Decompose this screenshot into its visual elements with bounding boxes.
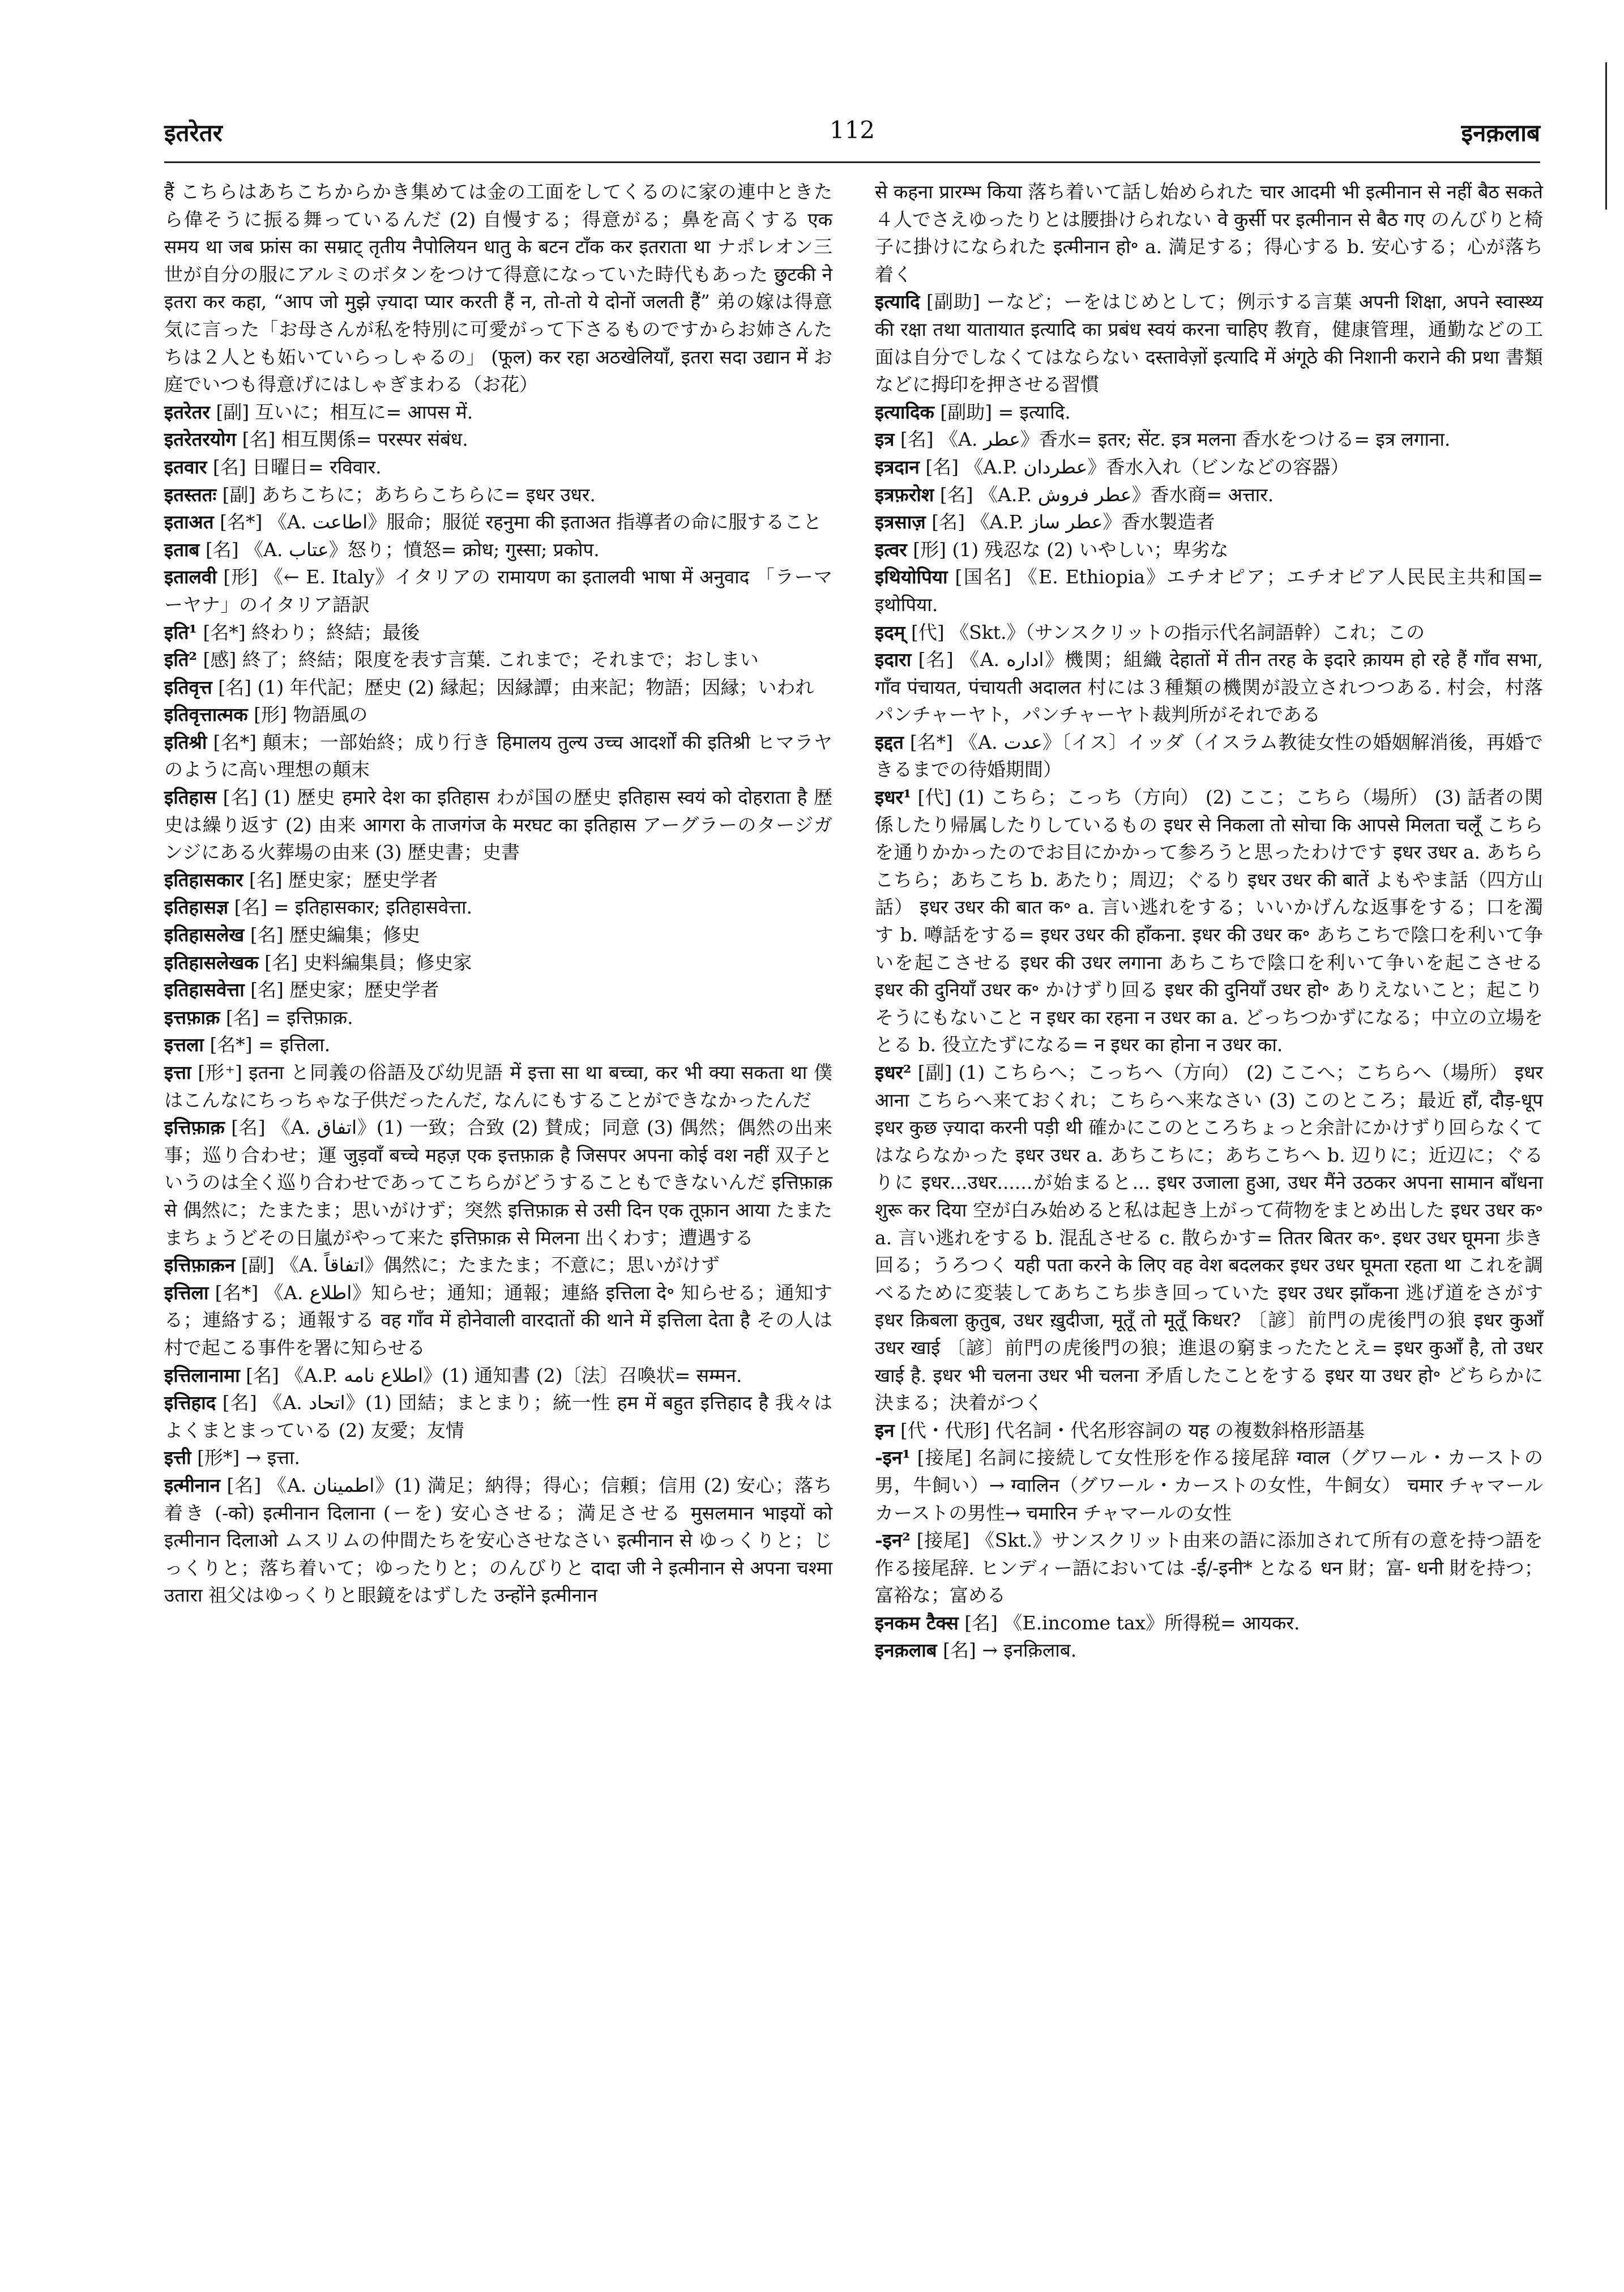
entry-definition: [形⁺] इतना と同義の俗語及び幼児語 में इत्ता सा था बच्चा, कर भी क्या सकता था 僕はこんなにちっちゃな子供だったんだ, なんにもすることができなかったんだ (164, 1061, 832, 1111)
entry-headword: इत्यादि (875, 291, 920, 313)
entry-headword: -इन² (875, 1529, 911, 1552)
dictionary-entry (875, 1417, 1543, 1445)
entry-definition: [名] 歴史家；歴史学者 (249, 868, 438, 891)
dictionary-entry (164, 1389, 832, 1444)
entry-definition: [感] 終了；終結；限度を表す言葉. これまで；それまで；おしまい (203, 648, 759, 671)
entry-headword: इदारा (875, 648, 912, 671)
entry-definition: [接尾] 名詞に接続して女性形を作る接尾辞 ग्वाल（グワール・カーストの男，牛飼い）→ ग्वालिन（グワール・カーストの女性，牛飼女） चमार チャマールカーストの男性→ चमारिन チャマールの女性 (875, 1446, 1543, 1524)
dictionary-entry (164, 894, 832, 921)
entry-headword: इतालवी (164, 566, 217, 588)
entry-definition: [代] (1) こちら；こっち（方向） (2) ここ；こちら（場所） (3) 話者の関係したり帰属したりしているもの इधर से निकला तो सोचा कि आपसे मिलता चलूँ こちらを通りかかったのでお目にかかって参ろうと思ったわけです इधर उधर a. あちらこちら；あちこち b. あたり；周辺；ぐるり इधर उधर की बातें よもやま話（四方山話） इधर उधर की बात क॰ a. 言い逃れをする；いいかげんな返事をする；口を濁す b. 噂話をする= इधर उधर की हाँकना. इधर की उधर क॰ あちこちで陰口を利いて争いを起こさせる इधर की उधर लगाना あちこちで陰口を利いて争いを起こさせる इधर की दुनियाँ उधर क॰ かけずり回る इधर की दुनियाँ उधर हो॰ ありえないこと；起こりそうにもないこと न इधर का रहना न उधर का a. どっちつかずになる；中立の立場をとる b. 役立たずになる= न इधर का होना न उधर का. (875, 786, 1543, 1056)
entry-headword: इतवार (164, 455, 207, 478)
entry-definition: [名] 《A. اداره》機関；組織 देहातों में तीन तरह के इदारे क़ायम हो रहे हैं गाँव सभा, गाँव पंचायत, पंचायती अदालत 村には３種類の機関が設立されつつある. 村会，村落パンチャーヤト，パンチャーヤト裁判所がそれである (875, 648, 1543, 726)
entry-definition: [形*] → इत्ता. (197, 1446, 300, 1469)
dictionary-entry (164, 454, 832, 481)
dictionary-entry (164, 1472, 832, 1610)
entry-definition: [名] → इनक़िलाब. (943, 1639, 1077, 1662)
entry-headword: इदम् (875, 621, 905, 643)
dictionary-entry (164, 674, 832, 702)
dictionary-entry (164, 178, 832, 399)
entry-definition: [名] = इतिहासकार; इतिहासवेत्ता. (234, 896, 473, 919)
entry-headword: इतिश्री (164, 731, 207, 753)
entry-headword: -इन¹ (875, 1446, 911, 1469)
entry-definition: [名] 《A. عتاب》怒り；憤怒= क्रोध; गुस्सा; प्रकोप. (205, 538, 600, 561)
entry-headword: इतिहासज्ञ (164, 896, 229, 919)
header-left-guideword: इतरेतर (164, 119, 223, 147)
entry-definition: [形] 《← E. Italy》イタリアの रामायण का इतालवी भाषा में अनुवाद 「ラーマーヤナ」のイタリア語訳 (164, 566, 832, 616)
dictionary-entry (875, 509, 1543, 536)
entry-headword: इतरेतरयोग (164, 428, 237, 451)
dictionary-entry (875, 1637, 1543, 1664)
entry-definition: हैं こちらはあちこちからかき集めては金の工面をしてくるのに家の連中ときたら偉そうに振る舞っているんだ (2) 自慢する；得意がる；鼻を高くする एक समय था जब फ्रांस का सम्राट् तृतीय नैपोलियन धातु के बटन टाँक कर इतराता था ナポレオン三世が自分の服にアルミのボタンをつけて得意になっていた時代もあった छुटकी ने इतरा कर कहा, “आप जो मुझे ज़्यादा प्यार करती हैं न, तो-तो ये दोनों जलती हैं” 弟の嫁は得意気に言った「お母さんが私を特別に可愛がって下さるものですからお姉さんたちは２人とも妬いていらっしゃるの」 (फूल) कर रहा अठखेलियाँ, इतरा सदा उद्यान में お庭でいつも得意げにはしゃぎまわる（お花） (164, 181, 832, 396)
dictionary-entry (875, 564, 1543, 618)
entry-headword: इतिहासलेख (164, 924, 245, 946)
entry-headword: इत्तला (164, 1034, 204, 1056)
header-rule (164, 161, 1540, 163)
entry-definition: [副助] = इत्यादि. (940, 400, 1071, 423)
entry-definition: [副助] ーなど；ーをはじめとして；例示する言葉 अपनी शिक्षा, अपने स्वास्थ्य की रक्षा तथा यातायात इत्यादि का प्रबंध स्वयं करना चाहिए 教育，健康管理，通勤などの工面は自分でしなくてはならない दस्तावेज़ों इत्यादि में अंगूठे की निशानी कराने की प्रथा 書類などに拇印を押させる習慣 (875, 291, 1543, 396)
entry-definition: [名] 相互関係= परस्पर संबंध. (242, 428, 468, 451)
entry-headword: इन (875, 1419, 895, 1441)
entry-headword: इत्तिफ़ाक़न (164, 1254, 236, 1277)
dictionary-entry (164, 564, 832, 618)
entry-headword: इधर² (875, 1061, 912, 1083)
entry-headword: इत्तिला (164, 1281, 209, 1304)
entry-headword: इतरेतर (164, 400, 210, 423)
entry-definition: [代] 《Skt.》（サンスクリットの指示代名詞語幹）これ；この (911, 621, 1425, 643)
dictionary-entry (875, 178, 1543, 288)
entry-headword: इतिवृत्तात्मक (164, 703, 248, 726)
dictionary-entry (164, 867, 832, 894)
entry-headword: इत्तिहाद (164, 1392, 216, 1414)
entry-definition: [名] 史料編集員；修史家 (264, 951, 472, 974)
entry-headword: इनकम टैक्स (875, 1611, 959, 1634)
entry-headword: इति¹ (164, 621, 198, 643)
entry-definition: [名] 《A. اتحاد》(1) 団結；まとまり；統一性 हम में बहुत इत्तिहाद है 我々はよくまとまっている (2) 友愛；友情 (164, 1392, 832, 1441)
dictionary-entry (164, 1059, 832, 1114)
entry-definition: [名] (1) 歴史 हमारे देश का इतिहास わが国の歴史 इतिहास स्वयं को दोहराता है 歴史は繰り返す (2) 由来 आगरा के ताजगंज के मरघट का इतिहास アーグラーのタージガンジにある火葬場の由来 (3) 歴史書；史書 (164, 786, 833, 864)
entry-headword: इतिहासलेखक (164, 951, 259, 974)
dictionary-entry (875, 1444, 1543, 1527)
dictionary-entry (164, 1031, 832, 1059)
dictionary-entry (875, 288, 1543, 398)
entry-definition: [名] 《A.P. اطلاع نامه》(1) 通知書 (2)〔法〕召喚状= सम्मन. (246, 1364, 742, 1386)
entry-definition: [名*] 顛末；一部始終；成り行き हिमालय तुल्य उच्च आदर्शों की इतिश्री ヒマラヤのように高い理想の顛末 (164, 731, 832, 781)
entry-headword: इति² (164, 648, 198, 671)
entry-definition: [名*] 《A. عدت》〔イス〕イッダ（イスラム教徒女性の婚姻解消後，再婚できるまでの待婚期間） (875, 731, 1543, 781)
entry-definition: [名] 《A.P. عطردان》香水入れ（ビンなどの容器） (925, 455, 1349, 478)
entry-headword: इतिहासवेत्ता (164, 979, 245, 1001)
entry-headword: इत्रदान (875, 455, 920, 478)
entry-definition: [副] 《A. اتفاقاً》偶然に；たまたま；不意に；思いがけず (241, 1254, 720, 1277)
dictionary-entry (875, 1059, 1543, 1417)
entry-headword: इनक़लाब (875, 1639, 937, 1662)
dictionary-entry (164, 619, 832, 647)
entry-definition: [名] 《A.P. عطر ساز》香水製造者 (931, 511, 1215, 533)
left-column (164, 178, 832, 1610)
entry-definition: [副] 互いに；相互に= आपस में. (216, 400, 473, 423)
dictionary-entry (164, 1114, 832, 1252)
entry-headword: इत्यादिक (875, 400, 934, 423)
dictionary-entry (164, 1252, 832, 1279)
dictionary-entry (164, 399, 832, 426)
entry-headword: इत्ती (164, 1446, 191, 1469)
dictionary-entry (875, 426, 1543, 454)
entry-definition: [名*] 終わり；終結；最後 (203, 621, 420, 643)
entry-definition: [代・代形] 代名詞・代名形容詞の यह の複数斜格形語基 (900, 1419, 1365, 1441)
page-header (164, 116, 1540, 150)
entry-definition: से कहना प्रारम्भ किया 落ち着いて話し始められた चार आदमी भी इत्मीनान से नहीं बैठ सकते ４人でさえゆったりとは腰掛けられない वे कुर्सी पर इत्मीनान से बैठ गए のんびりと椅子に掛けになられた इत्मीनान हो॰ a. 満足する；得心する b. 安心する；心が落ち着く (875, 181, 1543, 285)
entry-definition: [名*] = इत्तिला. (210, 1034, 331, 1056)
dictionary-entry (875, 619, 1543, 647)
dictionary-entry (875, 454, 1543, 481)
entry-headword: इताअत (164, 511, 214, 533)
entry-definition: [名] 《A. اتفاق》(1) 一致；合致 (2) 賛成；同意 (3) 偶然；偶然の出来事；巡り合わせ；運 जुड़वाँ बच्चे महज़ एक इत्तफ़ाक़ है जिसपर अपना कोई वश नहीं 双子というのは全く巡り合わせであってこちらがどうすることもできないんだ इत्तिफ़ाक़ से 偶然に；たまたま；思いがけず；突然 इत्तिफ़ाक़ से उसी दिन एक तूफ़ान आया たまたまちょうどその日嵐がやって来た इत्तिफ़ाक़ से मिलना 出くわす；遭遇する (164, 1116, 832, 1249)
entry-definition: [名] 日曜日= रविवार. (212, 455, 382, 478)
entry-headword: इत्तिफ़ाक़ (164, 1116, 225, 1139)
dictionary-entry (875, 784, 1543, 1059)
entry-headword: इत्रफ़रोश (875, 483, 934, 506)
dictionary-entry (164, 536, 832, 564)
entry-definition: [名] 《E.income tax》所得税= आयकर. (964, 1611, 1300, 1634)
dictionary-entry (164, 784, 832, 867)
dictionary-entry (164, 646, 832, 674)
entry-headword: इथियोपिया (875, 566, 948, 588)
entry-definition: [名*] 《A. اطلاع》知らせ；通知；通報；連絡 इत्तिला दे॰ 知らせる；通知する；連絡する；通報する वह गाँव में होनेवाली वारदातों की थाने में इत्तिला देता है その人は村で起こる事件を署に知らせる (164, 1281, 832, 1359)
dictionary-entry (875, 399, 1543, 426)
dictionary-entry (164, 921, 832, 949)
entry-definition: [名] = इत्तिफ़ाक़. (225, 1006, 353, 1028)
entry-headword: इत्वर (875, 538, 907, 561)
dictionary-entry (164, 1279, 832, 1362)
entry-definition: [名] 歴史編集；修史 (250, 924, 421, 946)
page-number: 112 (829, 116, 875, 144)
entry-headword: इतस्ततः (164, 483, 217, 506)
dictionary-entry (164, 976, 832, 1004)
dictionary-entry (164, 1444, 832, 1472)
dictionary-entry (875, 646, 1543, 729)
entry-definition: [名] 《A.P. عطر فروش》香水商= अत्तार. (939, 483, 1274, 506)
dictionary-entry (875, 481, 1543, 509)
entry-headword: इत्ता (164, 1061, 191, 1083)
entry-headword: इत्तफ़ाक़ (164, 1006, 220, 1028)
header-right-guideword: इनक़लाब (1461, 119, 1540, 147)
dictionary-entry (164, 426, 832, 454)
dictionary-entry (875, 1527, 1543, 1610)
entry-headword: इतिहासकार (164, 868, 243, 891)
right-column (875, 178, 1543, 1664)
entry-definition: [名*] 《A. اطاعت》服命；服従 रहनुमा की इताअत 指導者の命に服すること (220, 511, 822, 533)
dictionary-entry (164, 701, 832, 729)
entry-definition: [形] (1) 残忍な (2) いやしい；卑劣な (913, 538, 1229, 561)
dictionary-entry (875, 536, 1543, 564)
entry-definition: [接尾] 《Skt.》サンスクリット由来の語に添加されて所有の意を持つ語を作る接尾辞. ヒンディー語においては -ई/-इनी* となる धन 財；富- धनी 財を持つ；富裕な；富める (875, 1529, 1543, 1607)
entry-definition: [名] 《A. عطر》香水= इतर; सेंट. इत्र मलना 香水をつける= इत्र लगाना. (900, 428, 1451, 451)
dictionary-entry (164, 1004, 832, 1032)
dictionary-entry (164, 1362, 832, 1390)
dictionary-entry (875, 1610, 1543, 1637)
entry-headword: इतिवृत्त (164, 676, 212, 698)
page-edge-mark (1605, 62, 1624, 210)
entry-definition: [形] 物語風の (254, 703, 368, 726)
entry-headword: इद्दत (875, 731, 904, 753)
entry-definition: [名] 歴史家；歴史学者 (250, 979, 439, 1001)
dictionary-entry (164, 949, 832, 977)
entry-definition: [副] あちこちに；あちらこちらに= इधर उधर. (222, 483, 596, 506)
entry-definition: [名] (1) 年代記；歴史 (2) 縁起；因縁譚；由来記；物語；因縁；いわれ (218, 676, 814, 698)
dictionary-entry (164, 481, 832, 509)
entry-headword: इतिहास (164, 786, 216, 809)
entry-headword: इत्रसाज़ (875, 511, 926, 533)
dictionary-entry (164, 729, 832, 784)
dictionary-entry (164, 509, 832, 536)
entry-definition: [国名] 《E. Ethiopia》エチオピア；エチオピア人民民主共和国= इथोपिया. (875, 566, 1543, 616)
entry-headword: इत्मीनान (164, 1474, 220, 1496)
entry-headword: इताब (164, 538, 200, 561)
entry-headword: इधर¹ (875, 786, 912, 809)
entry-headword: इत्र (875, 428, 895, 451)
entry-definition: [副] (1) こちらへ；こっちへ（方向） (2) ここへ；こちらへ（場所） इधर आना こちらへ来ておくれ；こちらへ来なさい (3) このところ；最近 हाँ, दौड़-धूप इधर कुछ ज़्यादा करनी पड़ी थी 確かにこのところちょっと余計にかけずり回らなくてはならなかった इधर उधर a. あちこちに；あちこちへ b. 辺りに；近辺に；ぐるりに इधर...उधर......が始まると... इधर उजाला हुआ, उधर मैंने उठकर अपना सामान बाँधना शुरू कर दिया 空が白み始めると私は起き上がって荷物をまとめ出した इधर उधर क॰ a. 言い逃れをする b. 混乱させる c. 散らかす= तितर बितर क॰. इधर उधर घूमना 歩き回る；うろつく यही पता करने के लिए वह वेश बदलकर इधर उधर घूमता रहता था これを調べるために変装してあちこち歩き回っていた इधर उधर झाँकना 逃げ道をさがす इधर क़िबला क़ुतुब, उधर ख़ुदीजा, मूतूँ तो मूतूँ किधर? 〔諺〕前門の虎後門の狼 इधर कुआँ उधर खाई 〔諺〕前門の虎後門の狼；進退の窮まったたとえ= इधर कुआँ है, तो उधर खाई है. इधर भी चलना उधर भी चलना 矛盾したことをする इधर या उधर हो॰ どちらかに決まる；決着がつく (875, 1061, 1543, 1414)
entry-headword: इत्तिलानामा (164, 1364, 240, 1386)
dictionary-entry (875, 729, 1543, 784)
entry-definition: [名] 《A. اطمينان》(1) 満足；納得；得心；信頼；信用 (2) 安心；落ち着き (-को) इत्मीनान दिलाना (ーを) 安心させる；満足させる मुसलमान भाइयों को इत्मीनान दिलाओ ムスリムの仲間たちを安心させなさい इत्मीनान से ゆっくりと；じっくりと；落ち着いて；ゆったりと；のんびりと दादा जी ने इत्मीनान से अपना चश्मा उतारा 祖父はゆっくりと眼鏡をはずした उन्होंने इत्मीनान (164, 1474, 833, 1607)
